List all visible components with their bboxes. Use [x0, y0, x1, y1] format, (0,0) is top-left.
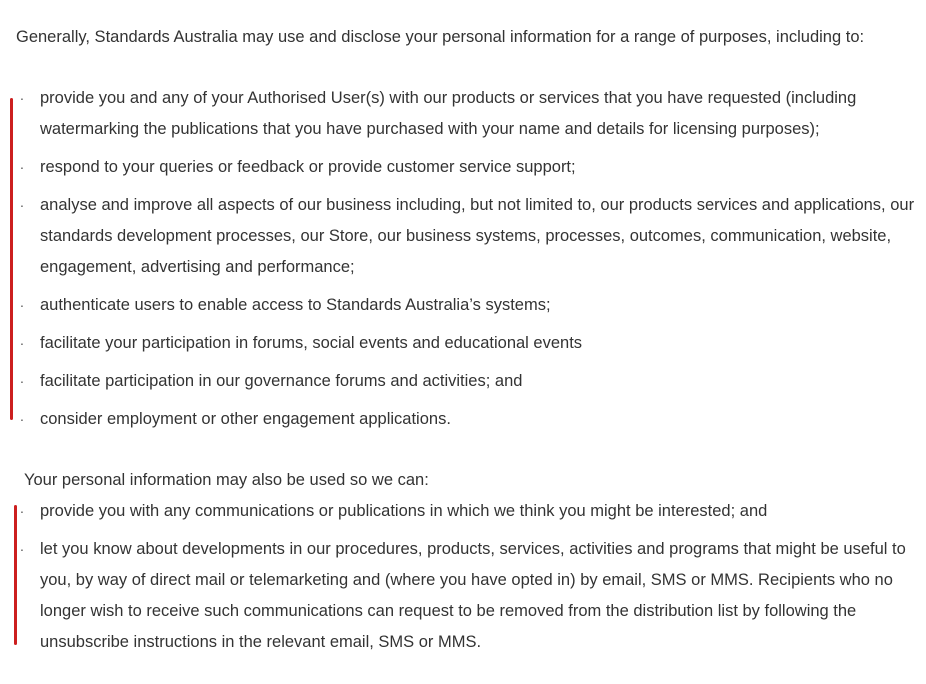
list-item	[0, 83, 926, 145]
bullet-icon: ·	[19, 90, 25, 106]
list-item	[0, 366, 926, 397]
bullet-icon: ·	[19, 411, 25, 427]
list-item	[0, 328, 926, 359]
list-item-text: facilitate participation in our governance forums and activities; and	[40, 372, 523, 390]
list-item	[0, 534, 926, 658]
list-item-text: respond to your queries or feedback or provide customer service support;	[40, 158, 576, 176]
bullet-icon: ·	[19, 373, 25, 389]
list-item-text: facilitate your participation in forums, social events and educational events	[40, 334, 583, 352]
list-item-text: provide you and any of your Authorised User(s) with our products or services that you have requested (including watermarking the publications that you have purchased with your name and details for licensing purposes);	[40, 89, 857, 138]
section1-intro: Generally, Standards Australia may use and disclose your personal information for a range of purposes, including to:	[16, 28, 865, 46]
section2-intro: Your personal information may also be used so we can:	[24, 471, 429, 489]
list-item	[0, 496, 926, 527]
bullet-icon: ·	[19, 297, 25, 313]
list-item-text: analyse and improve all aspects of our business including, but not limited to, our products services and applications, our standards development processes, our Store, our business systems, processes, outcomes, communication, website, engagement, advertising and performance;	[40, 196, 915, 276]
list-item	[0, 152, 926, 183]
list-item-text: authenticate users to enable access to Standards Australia’s systems;	[40, 296, 551, 314]
list-item	[0, 190, 926, 283]
bullet-icon: ·	[19, 159, 25, 175]
list-item-text: consider employment or other engagement applications.	[40, 410, 451, 428]
list-item	[0, 404, 926, 435]
section2-list	[0, 496, 926, 665]
list-item-text: provide you with any communications or publications in which we think you might be interested; and	[40, 502, 768, 520]
section1-list	[0, 83, 926, 442]
bullet-icon: ·	[19, 335, 25, 351]
bullet-icon: ·	[19, 503, 25, 519]
bullet-icon: ·	[19, 541, 25, 557]
list-item-text: let you know about developments in our procedures, products, services, activities and programs that might be useful to you, by way of direct mail or telemarketing and (where you have opted in) by email, SMS or MMS. Recipients who no longer wish to receive such communications can request to be removed from the distribution list by following the unsubscribe instructions in the relevant email, SMS or MMS.	[40, 540, 906, 651]
list-item	[0, 290, 926, 321]
bullet-icon: ·	[19, 197, 25, 213]
